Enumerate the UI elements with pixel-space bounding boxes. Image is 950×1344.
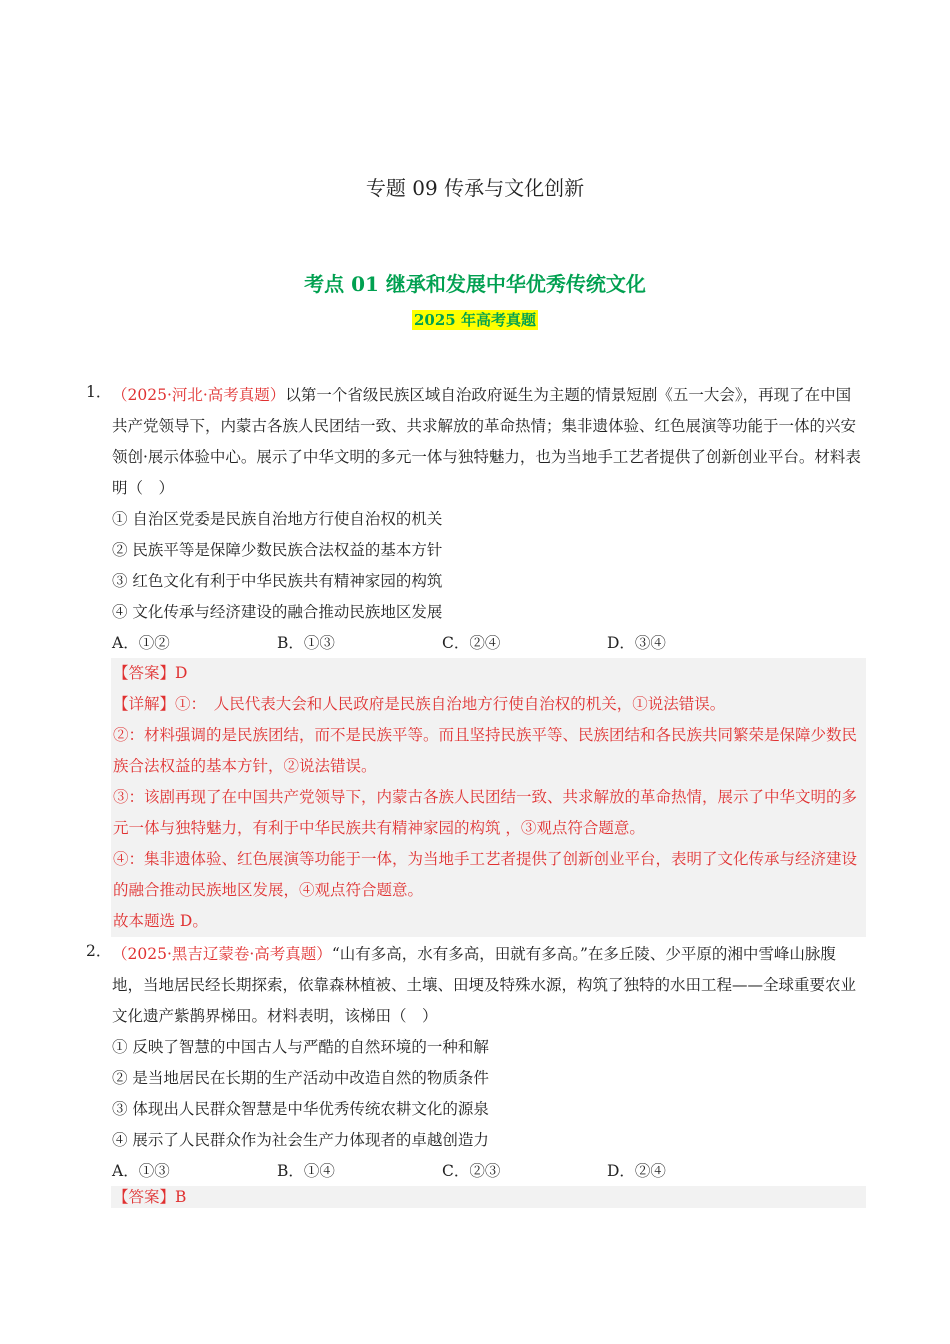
answer-box [111, 658, 866, 937]
question-source: （2025·河北·高考真题） [112, 386, 286, 404]
option-a: A．①② [112, 634, 170, 652]
question-source: （2025·黑吉辽蒙卷·高考真题） [112, 945, 332, 963]
answer-label: 【答案】 [113, 664, 176, 682]
answer-box [111, 1186, 866, 1208]
statement-item: ② 是当地居民在长期的生产活动中改造自然的物质条件 [112, 1069, 489, 1087]
answer-line [113, 1186, 864, 1208]
statement-item: ① 自治区党委是民族自治地方行使自治权的机关 [112, 510, 443, 528]
option-b: B．①④ [277, 1162, 335, 1180]
option-c: C．②④ [442, 634, 501, 652]
answer-options [112, 1156, 866, 1186]
question-text: “山有多高，水有多高，田就有多高。”在多丘陵、少平原的湘中雪峰山脉腹地，当地居民经长期探索，依靠森林植被、土壤、田埂及特殊水源，构筑了独特的水田工程——全球重要农业文化遗产紫鹊界梯田。材料表明，该梯田（ ） [112, 945, 857, 1025]
answer-value: D [175, 664, 188, 682]
detail-line: ②：材料强调的是民族团结，而不是民族平等。而且坚持民族平等、民族团结和各民族共同繁荣是保障少数民族合法权益的基本方针，②说法错误。 [113, 726, 858, 775]
subtitle-wrapper [0, 310, 950, 330]
question-number: 2． [86, 942, 112, 960]
section-title: 考点 01 继承和发展中华优秀传统文化 [304, 272, 646, 296]
statement-item: ③ 红色文化有利于中华民族共有精神家园的构筑 [112, 572, 443, 590]
question-number: 1． [86, 383, 112, 401]
statement-item: ① 反映了智慧的中国古人与严酷的自然环境的一种和解 [112, 1038, 489, 1056]
answer-label: 【答案】 [113, 1188, 176, 1206]
statement-item: ③ 体现出人民群众智慧是中华优秀传统农耕文化的源泉 [112, 1100, 489, 1118]
statement-item: ④ 展示了人民群众作为社会生产力体现者的卓越创造力 [112, 1131, 489, 1149]
answer-line [113, 658, 864, 689]
statement-item: ② 民族平等是保障少数民族合法权益的基本方针 [112, 541, 443, 559]
statement-item: ④ 文化传承与经济建设的融合推动民族地区发展 [112, 603, 443, 621]
option-c: C．②③ [442, 1162, 501, 1180]
answer-value: B [175, 1188, 187, 1206]
answer-options [112, 628, 866, 658]
detail-line: ③：该剧再现了在中国共产党领导下，内蒙古各族人民团结一致、共求解放的革命热情，展示了中华文明的多元一体与独特魅力，有利于中华民族共有精神家园的构筑 ，③观点符合题意。 [113, 788, 858, 837]
detail-label: 【详解】 [113, 695, 176, 713]
question-1 [86, 380, 866, 937]
document-title: 专题 09 传承与文化创新 [365, 176, 585, 200]
question-stem [112, 939, 866, 1032]
detail-line: ④：集非遗体验、红色展演等功能于一体，为当地手工艺者提供了创新创业平台，表明了文化传承与经济建设的融合推动民族地区发展，④观点符合题意。 [113, 850, 858, 899]
subtitle-highlight: 2025 年高考真题 [414, 311, 536, 329]
question-text: 以第一个省级民族区域自治政府诞生为主题的情景短剧《五一大会》，再现了在中国共产党领导下，内蒙古各族人民团结一致、共求解放的革命热情；集非遗体验、红色展演等功能于一体的兴安领创·展示体验中心。展示了中华文明的多元一体与独特魅力，也为当地手工艺者提供了创新创业平台。材料表明（ ） [112, 386, 861, 497]
question-stem [112, 380, 866, 504]
question-2 [86, 939, 866, 1208]
detail-text: ①： 人民代表大会和人民政府是民族自治地方行使自治权的机关，①说法错误。 [175, 695, 726, 713]
detail-line [113, 689, 864, 720]
option-a: A．①③ [112, 1162, 170, 1180]
option-d: D．②④ [607, 1162, 666, 1180]
conclusion-line: 故本题选 D。 [113, 912, 208, 930]
option-b: B．①③ [277, 634, 335, 652]
option-d: D．③④ [607, 634, 666, 652]
